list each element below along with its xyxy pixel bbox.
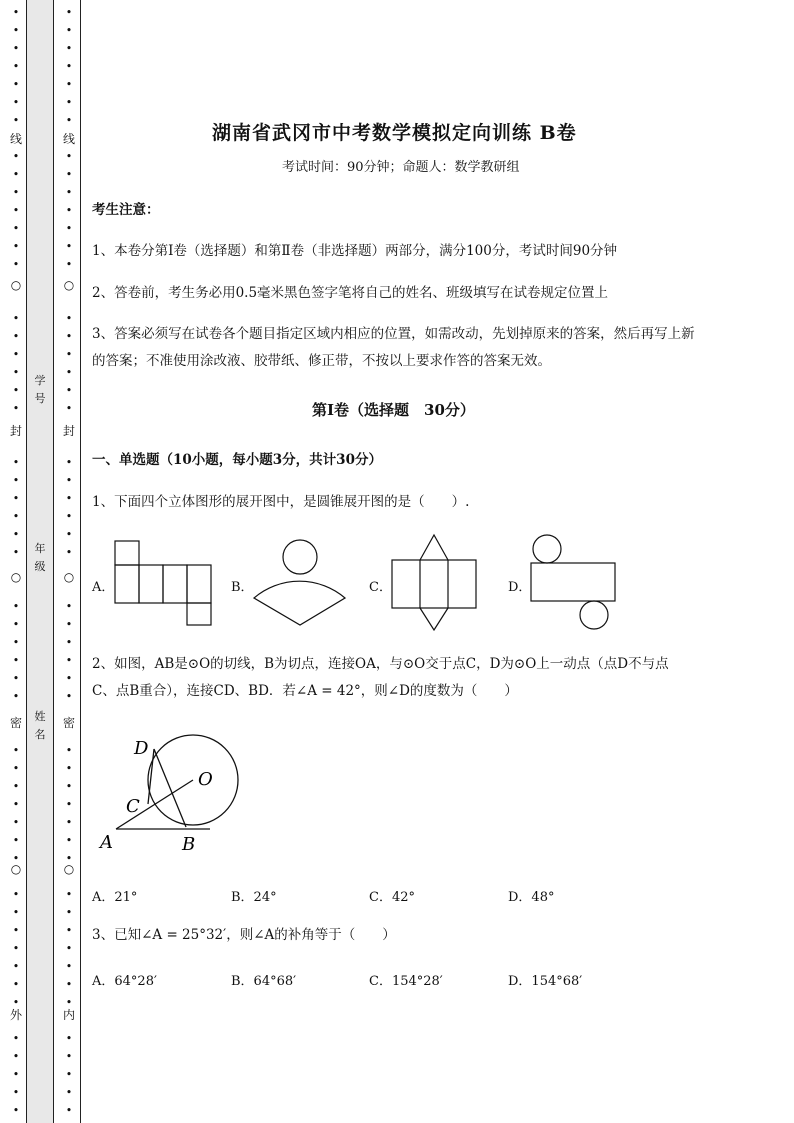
inner-dot: • bbox=[65, 492, 73, 505]
label-b: B bbox=[182, 834, 196, 855]
q3-option-d: D．154°68′ bbox=[508, 974, 583, 989]
outer-dot: • bbox=[12, 510, 20, 523]
label-o: O bbox=[198, 769, 213, 790]
inner-dot: • bbox=[65, 798, 73, 811]
inner-dot: • bbox=[65, 78, 73, 91]
margin-border-line bbox=[80, 0, 81, 1123]
outer-dot: • bbox=[12, 816, 20, 829]
outer-dot: • bbox=[12, 456, 20, 469]
inner-dot: • bbox=[65, 1086, 73, 1099]
outer-dot: • bbox=[12, 636, 20, 649]
inner-dot: • bbox=[65, 330, 73, 343]
field-student-id: 学 号 bbox=[34, 374, 46, 405]
outer-mark: ○ bbox=[10, 570, 22, 584]
outer-dot: • bbox=[12, 672, 20, 685]
outer-dot: • bbox=[12, 78, 20, 91]
inner-mark: 封 bbox=[62, 424, 75, 438]
outer-dot: • bbox=[12, 744, 20, 757]
inner-dot: • bbox=[65, 258, 73, 271]
outer-dot: • bbox=[12, 690, 20, 703]
q2-geometry-figure bbox=[96, 728, 246, 856]
inner-dot: • bbox=[65, 1032, 73, 1045]
outer-dot: • bbox=[12, 204, 20, 217]
q2-option-c: C．42° bbox=[369, 890, 415, 905]
outer-mark: ○ bbox=[10, 278, 22, 292]
outer-dot: • bbox=[12, 1050, 20, 1063]
inner-dot: • bbox=[65, 996, 73, 1009]
inner-dot: • bbox=[65, 204, 73, 217]
notice-heading: 考生注意： bbox=[92, 202, 160, 218]
outer-dot: • bbox=[12, 492, 20, 505]
outer-dot: • bbox=[12, 834, 20, 847]
outer-dot: • bbox=[12, 780, 20, 793]
inner-dot: • bbox=[65, 600, 73, 613]
notice-item-3: 3、答案必须写在试卷各个题目指定区域内相应的位置，如需改动，先划掉原来的答案，然后再写上新 bbox=[92, 326, 695, 342]
inner-dot: • bbox=[65, 186, 73, 199]
inner-dot: • bbox=[65, 816, 73, 829]
outer-dot: • bbox=[12, 906, 20, 919]
cone-net-figure bbox=[254, 540, 345, 625]
field-grade: 年 级 bbox=[34, 542, 46, 573]
inner-mark: ○ bbox=[63, 278, 75, 292]
outer-dot: • bbox=[12, 852, 20, 865]
outer-dot: • bbox=[12, 366, 20, 379]
inner-dot: • bbox=[65, 942, 73, 955]
inner-dot: • bbox=[65, 960, 73, 973]
label-c: C bbox=[126, 796, 140, 817]
inner-dot: • bbox=[65, 888, 73, 901]
inner-dot: • bbox=[65, 366, 73, 379]
inner-dot: • bbox=[65, 114, 73, 127]
q2-option-b: B．24° bbox=[231, 890, 277, 905]
outer-dot: • bbox=[12, 528, 20, 541]
q2-stem-line1: 2、如图，AB是⊙O的切线，B为切点，连接OA，与⊙O交于点C，D为⊙O上一动点（点D不与点 bbox=[92, 656, 669, 672]
outer-mark: 线 bbox=[9, 132, 22, 146]
inner-dot: • bbox=[65, 222, 73, 235]
inner-dot: • bbox=[65, 6, 73, 19]
outer-dot: • bbox=[12, 384, 20, 397]
inner-mark: ○ bbox=[63, 570, 75, 584]
q3-stem: 3、已知∠A = 25°32′，则∠A的补角等于（ ） bbox=[92, 927, 396, 943]
q1-option-d-label: D． bbox=[508, 580, 532, 595]
outer-dot: • bbox=[12, 654, 20, 667]
outer-dot: • bbox=[12, 1068, 20, 1081]
prism-net-figure bbox=[392, 535, 476, 630]
field-name: 姓 名 bbox=[34, 710, 46, 741]
outer-dot: • bbox=[12, 1032, 20, 1045]
inner-dot: • bbox=[65, 1068, 73, 1081]
part1-title: 第Ⅰ卷（选择题 30分） bbox=[312, 401, 475, 419]
outer-dot: • bbox=[12, 600, 20, 613]
outer-dot: • bbox=[12, 798, 20, 811]
outer-dot: • bbox=[12, 1086, 20, 1099]
inner-dot: • bbox=[65, 834, 73, 847]
inner-dot: • bbox=[65, 906, 73, 919]
inner-dot: • bbox=[65, 654, 73, 667]
outer-dot: • bbox=[12, 114, 20, 127]
inner-dot: • bbox=[65, 744, 73, 757]
q1-option-b-label: B． bbox=[231, 580, 254, 595]
exam-title: 湖南省武冈市中考数学模拟定向训练 B卷 bbox=[212, 122, 577, 144]
outer-dot: • bbox=[12, 960, 20, 973]
inner-dot: • bbox=[65, 60, 73, 73]
notice-item-3-cont: 的答案；不准使用涂改液、胶带纸、修正带，不按以上要求作答的答案无效。 bbox=[92, 353, 551, 369]
inner-dot: • bbox=[65, 546, 73, 559]
inner-dot: • bbox=[65, 672, 73, 685]
inner-dot: • bbox=[65, 348, 73, 361]
outer-dot: • bbox=[12, 618, 20, 631]
notice-item-2: 2、答卷前，考生务必用0.5毫米黑色签字笔将自己的姓名、班级填写在试卷规定位置上 bbox=[92, 285, 609, 301]
inner-dot: • bbox=[65, 150, 73, 163]
q3-option-a: A．64°28′ bbox=[92, 974, 157, 989]
inner-dot: • bbox=[65, 1050, 73, 1063]
inner-dot: • bbox=[65, 168, 73, 181]
outer-dot: • bbox=[12, 222, 20, 235]
outer-dot: • bbox=[12, 60, 20, 73]
inner-dot-column bbox=[59, 0, 79, 1123]
inner-dot: • bbox=[65, 528, 73, 541]
outer-mark: 密 bbox=[9, 716, 22, 730]
outer-dot: • bbox=[12, 330, 20, 343]
inner-dot: • bbox=[65, 312, 73, 325]
inner-dot: • bbox=[65, 240, 73, 253]
inner-dot: • bbox=[65, 474, 73, 487]
inner-dot: • bbox=[65, 24, 73, 37]
q2-option-d: D．48° bbox=[508, 890, 555, 905]
q1-option-c-label: C． bbox=[369, 580, 392, 595]
inner-dot: • bbox=[65, 780, 73, 793]
inner-mark: 内 bbox=[62, 1008, 75, 1022]
q3-option-c: C．154°28′ bbox=[369, 974, 443, 989]
notice-item-1: 1、本卷分第Ⅰ卷（选择题）和第Ⅱ卷（非选择题）两部分，满分100分，考试时间90分钟 bbox=[92, 243, 618, 259]
inner-mark: 密 bbox=[62, 716, 75, 730]
cylinder-net-figure bbox=[531, 535, 615, 629]
inner-dot: • bbox=[65, 402, 73, 415]
outer-dot: • bbox=[12, 762, 20, 775]
inner-dot: • bbox=[65, 456, 73, 469]
inner-dot: • bbox=[65, 42, 73, 55]
outer-dot: • bbox=[12, 924, 20, 937]
exam-subtitle: 考试时间：90分钟；命题人：数学教研组 bbox=[282, 160, 520, 175]
inner-dot: • bbox=[65, 636, 73, 649]
label-a: A bbox=[100, 832, 113, 853]
q2-stem-line2: C、点B重合），连接CD、BD．若∠A = 42°，则∠D的度数为（ ） bbox=[92, 683, 518, 699]
inner-dot: • bbox=[65, 1104, 73, 1117]
outer-dot-column bbox=[6, 0, 26, 1123]
q2-option-a: A．21° bbox=[92, 890, 138, 905]
outer-dot: • bbox=[12, 1104, 20, 1117]
outer-dot: • bbox=[12, 996, 20, 1009]
q3-option-b: B．64°68′ bbox=[231, 974, 297, 989]
inner-dot: • bbox=[65, 852, 73, 865]
inner-dot: • bbox=[65, 96, 73, 109]
outer-dot: • bbox=[12, 168, 20, 181]
inner-dot: • bbox=[65, 618, 73, 631]
outer-dot: • bbox=[12, 6, 20, 19]
outer-dot: • bbox=[12, 546, 20, 559]
inner-mark: 线 bbox=[62, 132, 75, 146]
outer-dot: • bbox=[12, 258, 20, 271]
outer-dot: • bbox=[12, 96, 20, 109]
outer-dot: • bbox=[12, 474, 20, 487]
outer-mark: ○ bbox=[10, 862, 22, 876]
section-heading: 一、单选题（10小题，每小题3分，共计30分） bbox=[92, 452, 382, 468]
outer-dot: • bbox=[12, 978, 20, 991]
outer-mark: 封 bbox=[9, 424, 22, 438]
outer-dot: • bbox=[12, 240, 20, 253]
inner-dot: • bbox=[65, 978, 73, 991]
inner-dot: • bbox=[65, 762, 73, 775]
q1-option-a-label: A． bbox=[92, 580, 115, 595]
outer-dot: • bbox=[12, 402, 20, 415]
outer-dot: • bbox=[12, 24, 20, 37]
inner-dot: • bbox=[65, 924, 73, 937]
q1-figures bbox=[92, 530, 652, 640]
binding-margin bbox=[0, 0, 82, 1123]
inner-mark: ○ bbox=[63, 862, 75, 876]
outer-dot: • bbox=[12, 888, 20, 901]
outer-dot: • bbox=[12, 348, 20, 361]
outer-dot: • bbox=[12, 150, 20, 163]
outer-mark: 外 bbox=[9, 1008, 22, 1022]
outer-dot: • bbox=[12, 312, 20, 325]
outer-dot: • bbox=[12, 942, 20, 955]
inner-dot: • bbox=[65, 690, 73, 703]
inner-dot: • bbox=[65, 384, 73, 397]
inner-dot: • bbox=[65, 510, 73, 523]
q1-stem: 1、下面四个立体图形的展开图中，是圆锥展开图的是（ ）. bbox=[92, 494, 470, 510]
cube-net-figure bbox=[115, 541, 211, 625]
outer-dot: • bbox=[12, 42, 20, 55]
label-d: D bbox=[134, 738, 149, 759]
outer-dot: • bbox=[12, 186, 20, 199]
